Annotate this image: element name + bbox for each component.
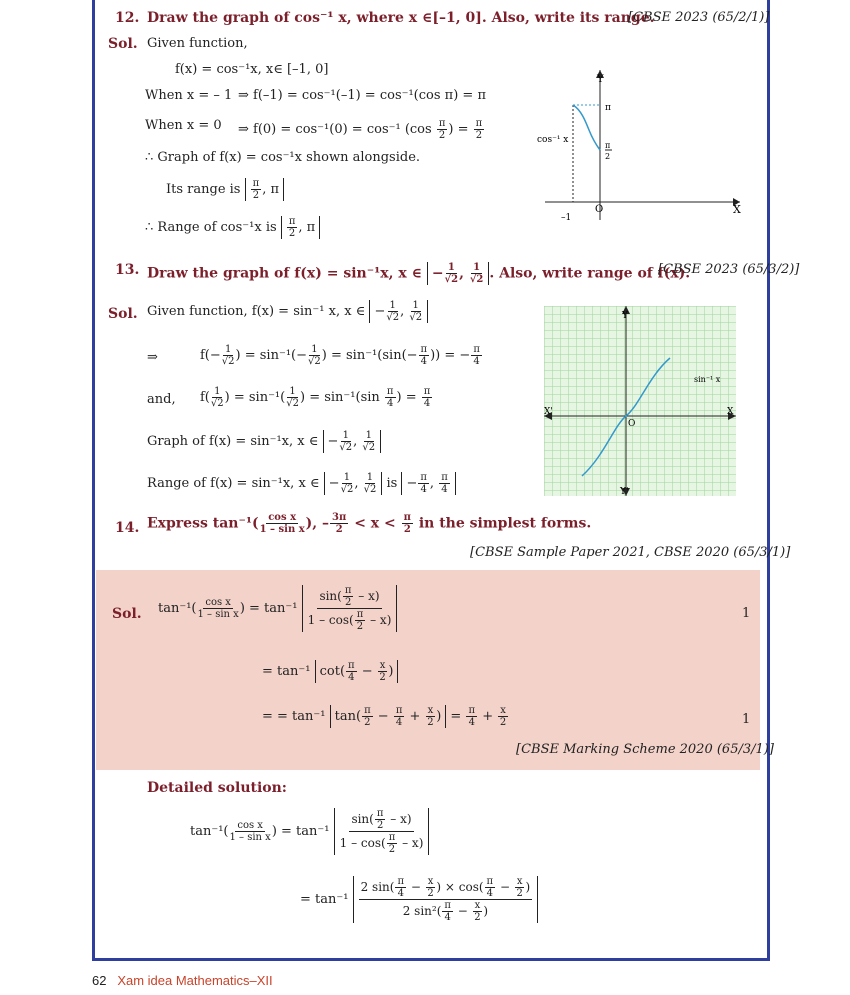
- q12-line2-lhs: When x = 0: [145, 118, 222, 133]
- q13-range-line: Range of f(x) = sin⁻¹x, x ∈ − $\frac{1}{√2}$ , $\frac{1}{√2}$ is − $\frac{\pi}{4}$ , $\frac{\pi}{4}$: [147, 472, 456, 495]
- interval: − $\frac{1}{√2}$ , $\frac{1}{√2}$: [369, 300, 428, 323]
- q13-graph-curve-label: sin⁻¹ x: [694, 375, 721, 384]
- detailed-solution-heading: Detailed solution:: [147, 780, 287, 796]
- interval: − $\frac{1}{√2}$ , $\frac{1}{√2}$: [427, 262, 490, 285]
- q12-graph-pi2-den: 2: [605, 152, 611, 161]
- q14-text: Express tan⁻¹( $\frac{\text{cos x}}{\text{1 – sin x}}$ ), – $\frac{3\pi}{2}$ < x < $\frac{\pi}{2}$ in the simplest forms.: [147, 512, 592, 535]
- interval: $\frac{\pi}{2}$ , π: [245, 178, 284, 201]
- q12-line2-cos: cos: [409, 122, 432, 137]
- q13-sol-label: Sol.: [108, 306, 138, 322]
- q12-range-line: [166, 178, 284, 201]
- q13-graph-origin: O: [628, 419, 636, 429]
- q13-given-line: Given function, f(x) = sin⁻¹ x, x ∈ − $\frac{1}{√2}$ , $\frac{1}{√2}$: [147, 300, 428, 323]
- q13-line2: f( $\frac{1}{√2}$ ) = sin⁻¹( $\frac{1}{√2}$ ) = sin⁻¹(sin $\frac{\pi}{4}$ ) = $\frac{\pi}{4}$: [200, 386, 431, 409]
- q14-sol-line3: = = tan⁻¹ tan( $\frac{\pi}{2}$ − $\frac{\pi}{4}$ + $\frac{x}{2}$ ) = $\frac{\pi}{4}$ + $\frac{x}{2}$: [262, 705, 507, 728]
- q12-graph-x-label: X: [733, 203, 741, 216]
- q12-line2-rhs: ⇒ f(0) = cos⁻¹(0) = cos⁻¹: [238, 122, 401, 137]
- q12-graph-curve-label: cos⁻¹ x: [537, 135, 569, 145]
- q12-line1-lhs: When x = – 1: [145, 88, 233, 103]
- q12-number: 12.: [115, 10, 140, 26]
- page-footer: [92, 973, 273, 988]
- book-title: Xam idea Mathematics–XII: [117, 973, 273, 988]
- q12-range-of-line: [145, 216, 320, 239]
- q12-graph-line: ∴ Graph of f(x) = cos⁻¹x shown alongside.: [145, 150, 421, 165]
- q13-graph-y-top: Y: [622, 311, 628, 321]
- q14-sol-line1: tan⁻¹( $\frac{\text{cos x}}{\text{1 – sin x}}$ ) = tan⁻¹ sin( $\frac{\pi}{2}$ – x) 1 – cos( $\frac{\pi}{2}$ – x): [158, 585, 397, 632]
- fraction: $\frac{\pi}{2}$: [475, 118, 483, 141]
- q13-arrow: ⇒: [147, 350, 158, 365]
- q12-graph-minus-one: –1: [561, 213, 572, 223]
- interval: − $\frac{1}{√2}$ , $\frac{1}{√2}$: [324, 472, 383, 495]
- q12-function: f(x) = cos⁻¹x, x∈ [–1, 0]: [175, 62, 329, 77]
- interval: − $\frac{\pi}{4}$ , $\frac{\pi}{4}$: [401, 472, 455, 495]
- q13-text: Draw the graph of f(x) = sin⁻¹x, x ∈ − $\frac{1}{√2}$ , $\frac{1}{√2}$ . Also, write range of f(x).: [147, 262, 691, 285]
- q14-reference: [CBSE Sample Paper 2021, CBSE 2020 (65/3/1)]: [470, 545, 791, 560]
- q13-graph-y-bottom: Y': [620, 487, 629, 496]
- q14-mark-2: 1: [742, 712, 751, 727]
- q13-number: 13.: [115, 262, 140, 278]
- q13-sin-graph: [544, 306, 736, 496]
- q13-graph-x-left: X': [544, 407, 553, 417]
- q12-range-of: ∴ Range of cos⁻¹x is: [145, 220, 277, 235]
- q14-sol-line2: = tan⁻¹ cot( $\frac{\pi}{4}$ − $\frac{x}{2}$ ): [262, 660, 398, 683]
- q12-cos-graph: [535, 70, 750, 230]
- detailed-line1: tan⁻¹( $\frac{\text{cos x}}{\text{1 – sin x}}$ ) = tan⁻¹ sin( $\frac{\pi}{2}$ – x) 1 – cos( $\frac{\pi}{2}$ – x): [190, 808, 429, 855]
- q12-graph-pi: π: [605, 103, 611, 113]
- q12-graph-pi2-num: π: [605, 141, 611, 150]
- q12-given: Given function,: [147, 36, 248, 51]
- q12-sol-label: Sol.: [108, 36, 138, 52]
- page-number: 62: [92, 973, 107, 988]
- q14-number: 14.: [115, 520, 140, 536]
- q13-reference: [CBSE 2023 (65/3/2)]: [658, 262, 800, 277]
- fraction: $\frac{\pi}{2}$: [438, 118, 446, 141]
- interval: − $\frac{1}{√2}$ , $\frac{1}{√2}$: [323, 430, 382, 453]
- q13-and: and,: [147, 392, 176, 407]
- interval: $\frac{\pi}{2}$ , π: [281, 216, 320, 239]
- q13-line1: f(− $\frac{1}{√2}$ ) = sin⁻¹(− $\frac{1}{√2}$ ) = sin⁻¹(sin(− $\frac{\pi}{4}$ )) = − $\frac{\pi}{4}$: [200, 344, 480, 367]
- q14-mark-1: 1: [742, 606, 751, 621]
- q13-graph-x-right: X: [727, 407, 734, 417]
- q12-graph-origin: O: [595, 204, 604, 215]
- q12-line1-rhs: ⇒ f(–1) = cos⁻¹(–1) = cos⁻¹(cos π) = π: [238, 88, 486, 103]
- detailed-line2: = tan⁻¹ 2 sin( $\frac{\pi}{4}$ − $\frac{x}{2}$ ) × cos( $\frac{\pi}{4}$ − $\frac{x}{2}$ ) 2 sin²( $\frac{\pi}{4}$ − $\frac{x}{2}$ ): [300, 876, 538, 923]
- q14-marking-reference: [CBSE Marking Scheme 2020 (65/3/1)]: [516, 742, 774, 757]
- q12-reference: [CBSE 2023 (65/2/1)]: [628, 10, 770, 25]
- q14-sol-label: Sol.: [112, 606, 142, 622]
- q12-line2-expr: ⇒ f(0) = cos⁻¹(0) = cos⁻¹ (cos $\frac{\pi}{2}$ ) = $\frac{\pi}{2}$: [238, 118, 483, 141]
- q12-graph-y-label: Y: [597, 74, 604, 85]
- q13-graph-line: Graph of f(x) = sin⁻¹x, x ∈ − $\frac{1}{√2}$ , $\frac{1}{√2}$: [147, 430, 381, 453]
- q12-text: Draw the graph of cos⁻¹ x, where x ∈[–1, 0]. Also, write its range.: [147, 10, 655, 26]
- q12-range-label: Its range is: [166, 182, 241, 197]
